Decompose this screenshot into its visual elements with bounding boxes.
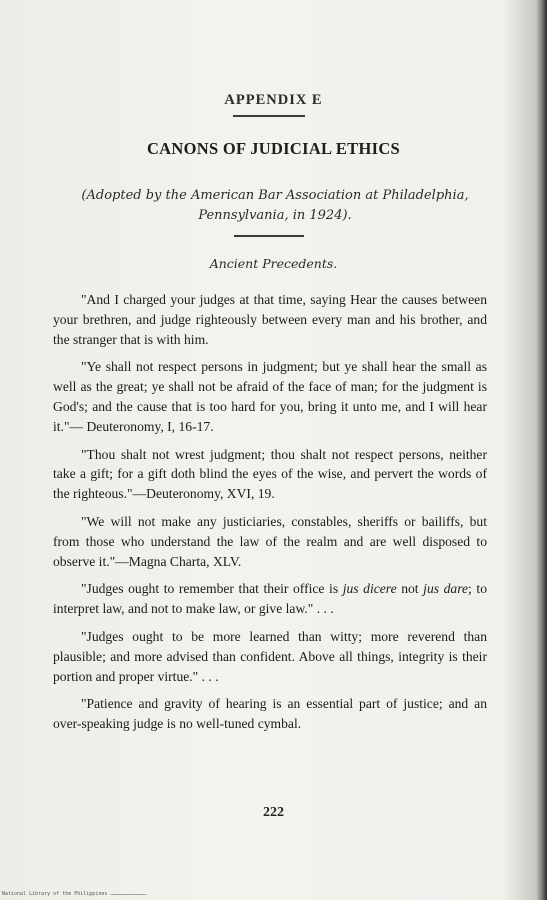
- adoption-note: [50, 186, 500, 226]
- divider-rule-top: [233, 115, 305, 117]
- paragraph: [53, 579, 487, 619]
- adoption-note-line-1: (Adopted by the American Bar Association at Philadelphia,: [81, 188, 469, 203]
- adoption-note-line-2: Pennsylvania, in 1924).: [198, 208, 352, 223]
- paragraph: "We will not make any justiciaries, constables, sheriffs or bailiffs, but from those who understand the law of the realm and are well disposed to observe it."—Magna Charta, XLV.: [53, 513, 487, 569]
- latin-phrase: jus dicere: [342, 581, 397, 597]
- page-title: CANONS OF JUDICIAL ETHICS: [146, 139, 401, 158]
- paragraph: "Judges ought to be more learned than witty; more reverend than plausible; and more advised than confident. Above all things, integrity is their portion and proper virtue." . . .: [53, 628, 487, 684]
- scan-footer: National Library of the Philippines ………………………………: [2, 891, 147, 897]
- latin-phrase: jus dare: [423, 581, 469, 597]
- page-edge-shadow: [541, 0, 547, 900]
- body-text: [53, 290, 487, 742]
- paragraph: "And I charged your judges at that time, saying Hear the causes between your brethren, and judge righteously between every man and his brother, and the stranger that is with him.: [53, 292, 487, 347]
- paragraph: "Thou shalt not wrest judgment; thou shalt not respect persons, neither take a gift; for a gift doth blind the eyes of the wise, and pervert the words of the righteous."—Deuteronomy, XVI, 19.: [53, 446, 487, 502]
- paragraph-text: not: [396, 581, 424, 597]
- paragraph: "Patience and gravity of hearing is an essential part of justice; and an over-speaking judge is no well-tuned cymbal.: [53, 696, 487, 732]
- appendix-label: APPENDIX E: [224, 92, 323, 108]
- page-number: 222: [263, 805, 284, 820]
- divider-rule-middle: [234, 235, 304, 237]
- section-heading: Ancient Precedents.: [209, 256, 338, 271]
- paragraph: "Ye shall not respect persons in judgment; but ye shall hear the small as well as the great; ye shall not be afraid of the face of man; for the judgment is God's; and the cause that is too hard for you, bring it unto me, and I will hear it."— Deuteronomy, I, 16-17.: [53, 359, 487, 434]
- paragraph-text: ; to interpret law, and not to make law, or give law." . . .: [53, 581, 487, 617]
- paragraph-text: "Judges ought to remember that their office is: [81, 581, 343, 597]
